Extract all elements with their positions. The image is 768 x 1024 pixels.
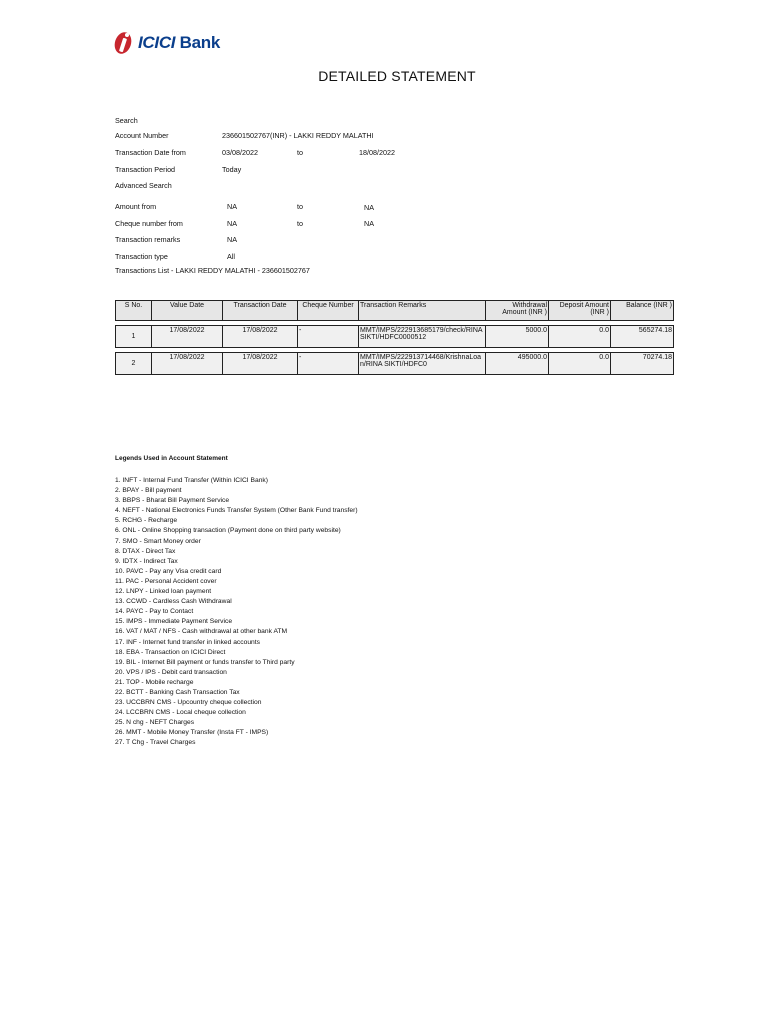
date-from-value: 03/08/2022 xyxy=(222,148,258,157)
cheque-from-label: Cheque number from xyxy=(115,219,183,228)
account-number-label: Account Number xyxy=(115,131,169,140)
list-item: 9. IDTX - Indirect Tax xyxy=(115,557,178,565)
list-item: 10. PAVC - Pay any Visa credit card xyxy=(115,567,222,575)
cell-withdrawal: 495000.0 xyxy=(486,353,549,375)
transactions-table-row-2 xyxy=(115,352,674,375)
cheque-to-label: to xyxy=(297,219,303,228)
amount-from-label: Amount from xyxy=(115,202,157,211)
header-deposit: Deposit Amount (INR ) xyxy=(549,301,611,321)
list-item: 2. BPAY - Bill payment xyxy=(115,487,182,495)
cheque-to-value: NA xyxy=(364,219,374,228)
header-cheque-number: Cheque Number xyxy=(298,301,359,321)
list-item: 27. T Chg - Travel Charges xyxy=(115,739,196,747)
header-balance: Balance (INR ) xyxy=(611,301,674,321)
list-item: 13. CCWD - Cardless Cash Withdrawal xyxy=(115,598,232,606)
type-value: All xyxy=(227,252,235,261)
list-item: 16. VAT / MAT / NFS - Cash withdrawal at other bank ATM xyxy=(115,628,288,636)
list-item: 21. TOP - Mobile recharge xyxy=(115,678,194,686)
icici-logo xyxy=(115,28,220,58)
amount-to-label: to xyxy=(297,202,303,211)
cell-value-date: 17/08/2022 xyxy=(152,326,223,348)
cell-cheque: - xyxy=(298,326,359,348)
cell-withdrawal: 5000.0 xyxy=(486,326,549,348)
header-sno: S No. xyxy=(116,301,152,321)
list-item: 26. MMT - Mobile Money Transfer (Insta FT - IMPS) xyxy=(115,729,269,737)
list-item: 24. LCCBRN CMS - Local cheque collection xyxy=(115,709,246,717)
amount-from-value: NA xyxy=(227,202,237,211)
transactions-table xyxy=(115,300,674,321)
legends-list xyxy=(115,476,358,749)
header-remarks: Transaction Remarks xyxy=(359,301,486,321)
list-item: 22. BCTT - Banking Cash Transaction Tax xyxy=(115,688,240,696)
table-row xyxy=(116,326,674,348)
list-item: 19. BIL - Internet Bill payment or funds transfer to Third party xyxy=(115,658,295,666)
page-title: DETAILED STATEMENT xyxy=(318,68,476,84)
list-item: 23. UCCBRN CMS - Upcountry cheque collection xyxy=(115,699,262,707)
cell-remarks: MMT/IMPS/222913714468/KrishnaLoa n/RINA SIKTI/HDFC0 xyxy=(359,353,486,375)
list-item: 1. INFT - Internal Fund Transfer (Within ICICI Bank) xyxy=(115,477,268,484)
list-item: 11. PAC - Personal Accident cover xyxy=(115,577,217,585)
cell-transaction-date: 17/08/2022 xyxy=(223,326,298,348)
header-withdrawal: Withdrawal Amount (INR ) xyxy=(486,301,549,321)
transactions-table-row-1 xyxy=(115,325,674,348)
transactions-list-label: Transactions List - LAKKI REDDY MALATHI - 236601502767 xyxy=(115,266,310,275)
advanced-search-heading: Advanced Search xyxy=(115,181,172,190)
list-item: 15. IMPS - Immediate Payment Service xyxy=(115,618,233,626)
date-from-label: Transaction Date from xyxy=(115,148,186,157)
cheque-from-value: NA xyxy=(227,219,237,228)
type-label: Transaction type xyxy=(115,252,168,261)
remarks-value: NA xyxy=(227,235,237,244)
header-transaction-date: Transaction Date xyxy=(223,301,298,321)
cell-sno: 2 xyxy=(116,353,152,375)
table-row xyxy=(116,353,674,375)
list-item: 3. BBPS - Bharat Bill Payment Service xyxy=(115,497,230,505)
cell-remarks: MMT/IMPS/222913685179/check/RINA SIKTI/HDFC0000512 xyxy=(359,326,486,348)
list-item: 6. ONL - Online Shopping transaction (Payment done on third party website) xyxy=(115,527,341,535)
account-number-value: 236601502767(INR) - LAKKI REDDY MALATHI xyxy=(222,131,374,140)
list-item: 17. INF - Internet fund transfer in linked accounts xyxy=(115,638,260,646)
list-item: 18. EBA - Transaction on ICICI Direct xyxy=(115,648,226,656)
cell-deposit: 0.0 xyxy=(549,326,611,348)
cell-cheque: - xyxy=(298,353,359,375)
list-item: 8. DTAX - Direct Tax xyxy=(115,547,176,555)
period-value: Today xyxy=(222,165,242,174)
bank-name: ICICI Bank xyxy=(138,33,221,52)
date-to-label: to xyxy=(297,148,303,157)
header-value-date: Value Date xyxy=(152,301,223,321)
remarks-label: Transaction remarks xyxy=(115,235,181,244)
cell-balance: 565274.18 xyxy=(611,326,674,348)
search-heading: Search xyxy=(115,116,138,125)
cell-sno: 1 xyxy=(116,326,152,348)
cell-value-date: 17/08/2022 xyxy=(152,353,223,375)
date-to-value: 18/08/2022 xyxy=(359,148,395,157)
list-item: 12. LNPY - Linked loan payment xyxy=(115,588,212,596)
list-item: 25. N chg - NEFT Charges xyxy=(115,719,195,727)
list-item: 7. SMO - Smart Money order xyxy=(115,537,201,545)
list-item: 4. NEFT - National Electronics Funds Transfer System (Other Bank Fund transfer) xyxy=(115,507,358,515)
cell-balance: 70274.18 xyxy=(611,353,674,375)
list-item: 14. PAYC - Pay to Contact xyxy=(115,608,194,616)
cell-deposit: 0.0 xyxy=(549,353,611,375)
table-header-row xyxy=(116,301,674,321)
legends-title: Legends Used in Account Statement xyxy=(115,455,228,462)
list-item: 20. VPS / IPS - Debit card transaction xyxy=(115,668,227,676)
icici-logo-icon xyxy=(115,30,135,56)
cell-transaction-date: 17/08/2022 xyxy=(223,353,298,375)
period-label: Transaction Period xyxy=(115,165,176,174)
amount-to-value: NA xyxy=(364,203,374,212)
list-item: 5. RCHG - Recharge xyxy=(115,517,178,525)
